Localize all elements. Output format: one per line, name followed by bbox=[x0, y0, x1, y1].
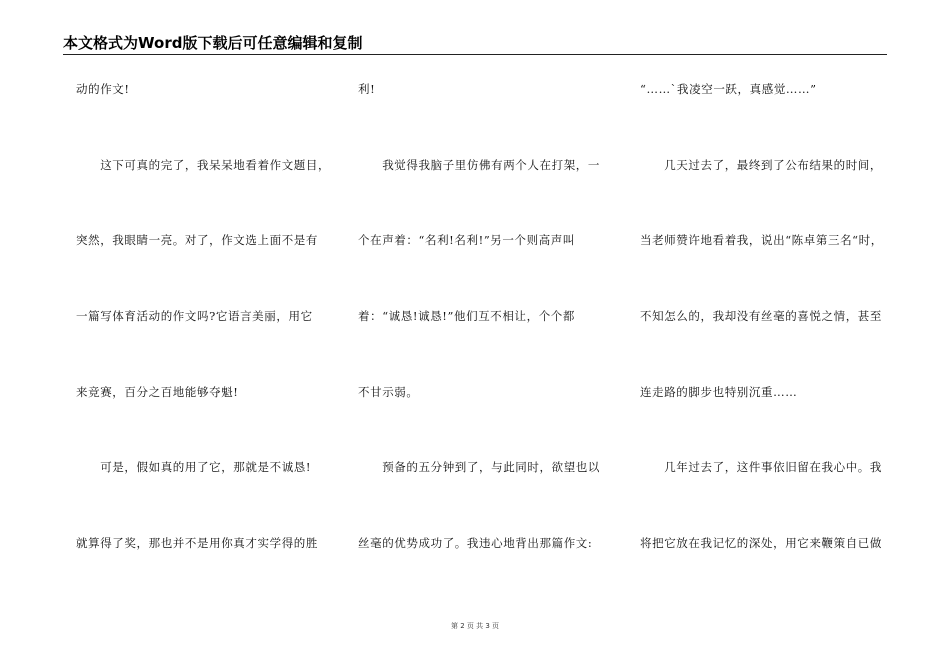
text-line: 就算得了奖，那也并不是用你真才实学得的胜 bbox=[76, 536, 318, 551]
text-line: 将把它放在我记忆的深处，用它来鞭策自已做 bbox=[640, 536, 882, 551]
text-column-1 bbox=[76, 82, 331, 612]
text-line: 连走路的脚步也特别沉重…… bbox=[640, 384, 798, 399]
text-line: 动的作文! bbox=[76, 82, 130, 96]
text-line: 一篇写体育活动的作文吗?它语言美丽，用它 bbox=[76, 309, 313, 324]
text-line: 着：“诚恳!诚恳!”他们互不相让，个个都 bbox=[358, 309, 575, 324]
text-line: 个在声着：“名利!名利!”另一个则高声叫 bbox=[358, 233, 575, 248]
document-title: 本文格式为Word版下载后可任意编辑和复制 bbox=[63, 34, 363, 52]
text-line: 来竞赛，百分之百地能够夺魁! bbox=[76, 384, 239, 399]
text-line: 丝毫的优势成功了。我违心地背出那篇作文: bbox=[358, 536, 593, 551]
text-line: 突然，我眼睛一亮。对了，作文选上面不是有 bbox=[76, 233, 318, 248]
text-line: “……`我凌空一跃，真感觉……” bbox=[640, 82, 817, 96]
text-line: 几天过去了，最终到了公布结果的时间， bbox=[640, 157, 882, 172]
text-line: 利! bbox=[358, 82, 376, 96]
text-line: 不甘示弱。 bbox=[358, 384, 419, 399]
text-column-3 bbox=[640, 82, 892, 612]
text-line: 几年过去了，这件事依旧留在我心中。我 bbox=[640, 460, 882, 475]
text-column-2 bbox=[358, 82, 610, 612]
page-number: 第 2 页 共 3 页 bbox=[450, 622, 500, 630]
text-line: 可是，假如真的用了它，那就是不诚恳! bbox=[76, 460, 312, 475]
text-line: 这下可真的完了，我呆呆地看着作文题目， bbox=[76, 157, 331, 172]
text-line: 预备的五分钟到了，与此同时，欲望也以 bbox=[358, 460, 600, 475]
text-line: 不知怎么的，我却没有丝毫的喜悦之情，甚至 bbox=[640, 309, 882, 324]
text-line: 当老师赞许地看着我，说出“陈卓第三名“时， bbox=[640, 233, 883, 248]
text-line: 我觉得我脑子里仿佛有两个人在打架，一 bbox=[358, 157, 600, 172]
page-header bbox=[63, 33, 887, 55]
